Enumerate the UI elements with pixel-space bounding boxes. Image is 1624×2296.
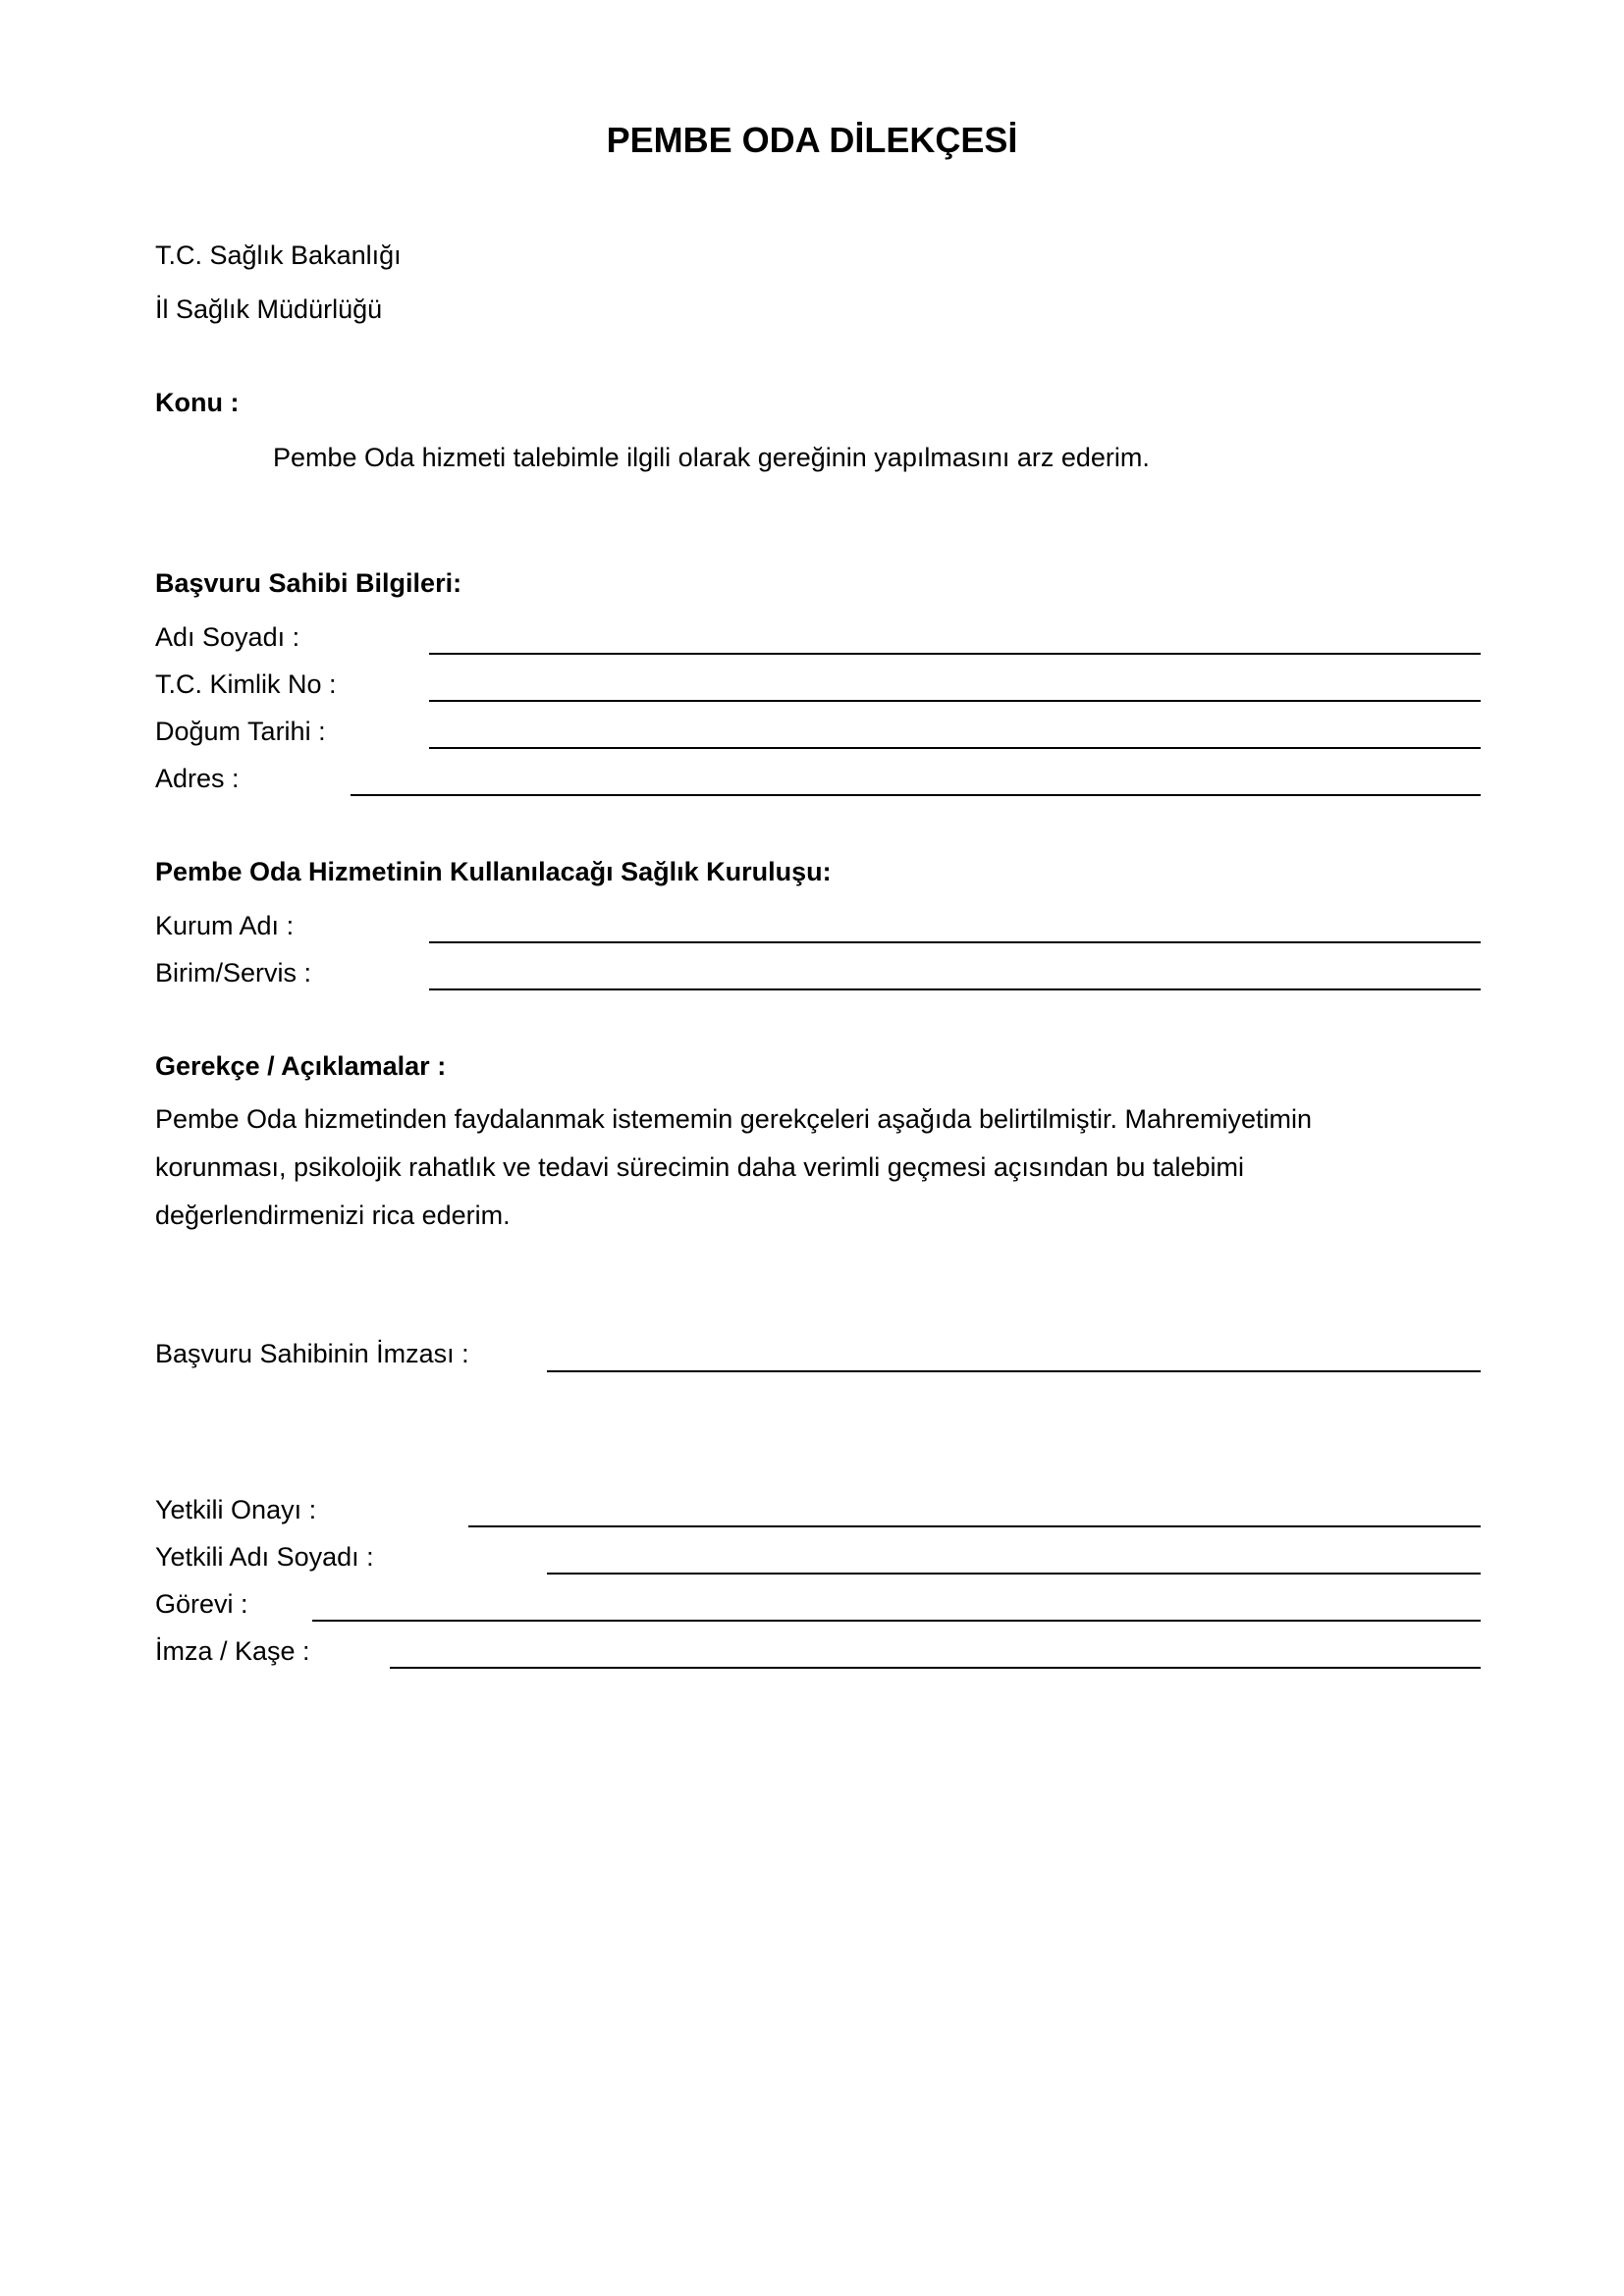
official-position-label: Görevi : (155, 1589, 248, 1619)
page-title: PEMBE ODA DİLEKÇESİ (606, 120, 1018, 160)
official-stamp-label: İmza / Kaşe : (155, 1636, 310, 1666)
signature-label: Başvuru Sahibinin İmzası : (155, 1339, 469, 1368)
justification-paragraph (155, 1095, 1481, 1240)
justification-line-3: değerlendirmenizi rica ederim. (155, 1201, 511, 1230)
official-approval-line[interactable] (468, 1525, 1481, 1527)
applicant-name-line[interactable] (429, 653, 1481, 655)
applicant-birthdate-line[interactable] (429, 747, 1481, 749)
applicant-address-label: Adres : (155, 764, 240, 793)
applicant-birthdate-label: Doğum Tarihi : (155, 717, 326, 746)
justification-line-2: korunması, psikolojik rahatlık ve tedavi sürecimin daha verimli geçmesi açısından bu talebimi (155, 1152, 1244, 1182)
subject-label: Konu : (155, 388, 240, 417)
applicant-name-label: Adı Soyadı : (155, 622, 300, 652)
institution-unit-label: Birim/Servis : (155, 958, 312, 988)
justification-line-1: Pembe Oda hizmetinden faydalanmak istememin gerekçeleri aşağıda belirtilmiştir. Mahremiyetimin (155, 1104, 1312, 1134)
applicant-id-line[interactable] (429, 700, 1481, 702)
recipient-line-2: İl Sağlık Müdürlüğü (155, 294, 383, 324)
institution-name-label: Kurum Adı : (155, 911, 295, 940)
applicant-heading: Başvuru Sahibi Bilgileri: (155, 568, 462, 598)
official-position-line[interactable] (312, 1620, 1481, 1622)
official-approval-label: Yetkili Onayı : (155, 1495, 317, 1524)
official-name-label: Yetkili Adı Soyadı : (155, 1542, 374, 1572)
signature-line[interactable] (547, 1370, 1481, 1372)
subject-text: Pembe Oda hizmeti talebimle ilgili olarak gereğinin yapılmasını arz ederim. (273, 443, 1150, 472)
institution-heading: Pembe Oda Hizmetinin Kullanılacağı Sağlık Kuruluşu: (155, 857, 832, 886)
official-name-line[interactable] (547, 1573, 1481, 1575)
recipient-line-1: T.C. Sağlık Bakanlığı (155, 240, 402, 270)
institution-unit-line[interactable] (429, 988, 1481, 990)
institution-name-line[interactable] (429, 941, 1481, 943)
applicant-id-label: T.C. Kimlik No : (155, 669, 337, 699)
official-stamp-line[interactable] (390, 1667, 1481, 1669)
applicant-address-line[interactable] (351, 794, 1481, 796)
justification-heading: Gerekçe / Açıklamalar : (155, 1051, 447, 1081)
